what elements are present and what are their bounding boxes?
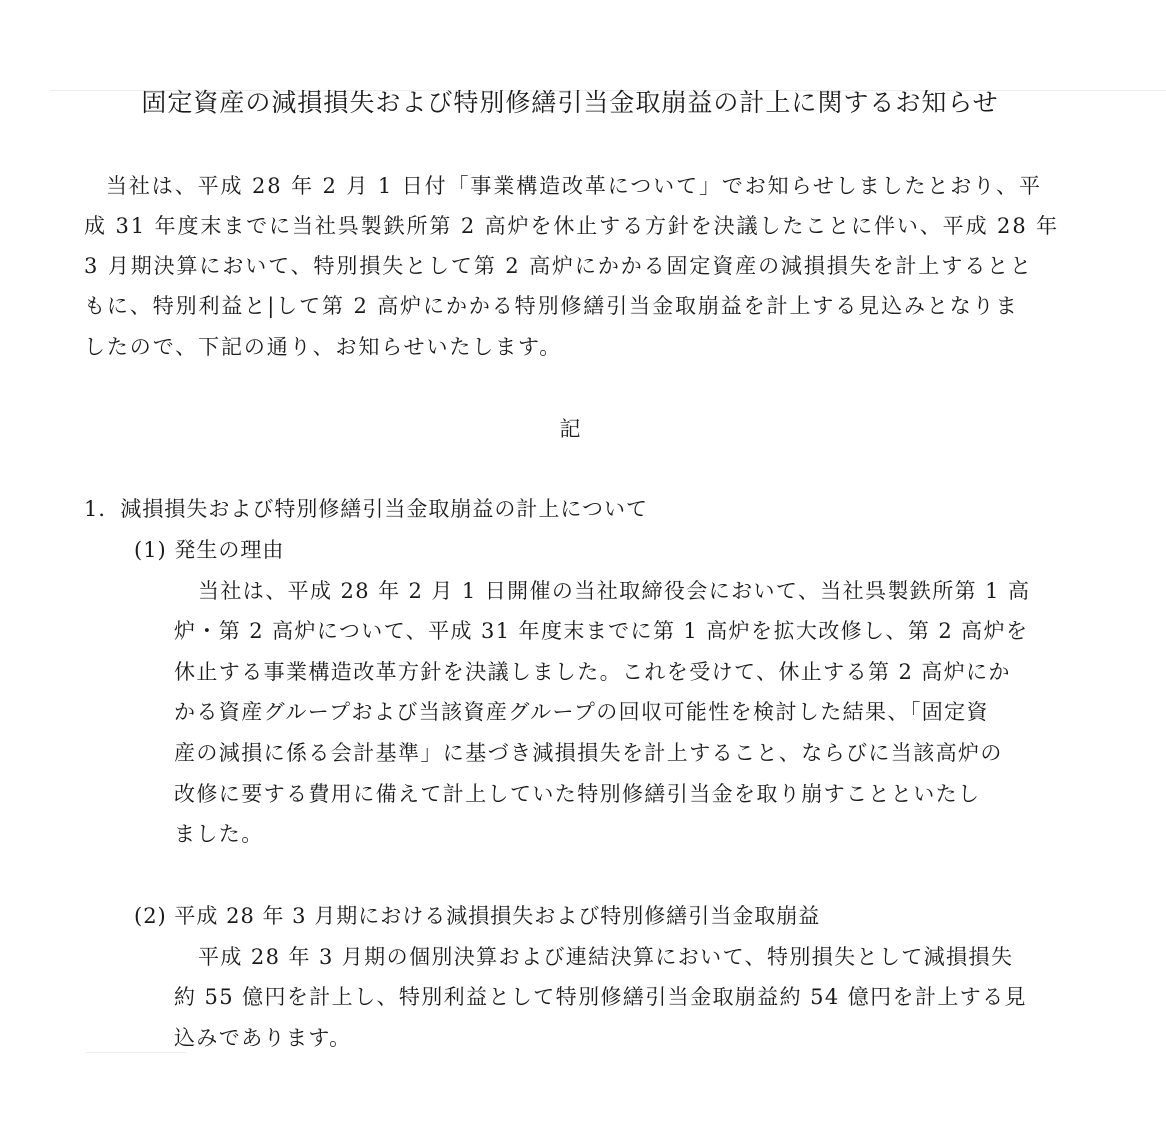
subsection-1-line: 改修に要する費用に備えて計上していた特別修繕引当金を取り崩すことといたし [174,782,981,806]
subsection-2-line: 込みであります。 [174,1026,352,1050]
subsection-1-line: ました。 [174,822,264,846]
intro-paragraph-line: 成 31 年度末までに当社呉製鉄所第 2 高炉を休止する方針を決議したことに伴い、平成 28 年 [84,214,1060,238]
subsection-2-line: 平成 28 年 3 月期の個別決算および連結決算において、特別損失として減損損失 [198,945,1014,969]
subsection-1-line: 産の減損に係る会計基準」に基づき減損損失を計上すること、ならびに当該高炉の [174,741,1003,765]
subsection-1-line: 当社は、平成 28 年 2 月 1 日開催の当社取締役会において、当社呉製鉄所第 1 高 [198,579,1031,603]
subsection-1-heading: (1) 発生の理由 [134,538,285,562]
section-1-heading: 1．減損損失および特別修繕引当金取崩益の計上について [84,497,648,521]
subsection-2-heading: (2) 平成 28 年 3 月期における減損損失および特別修繕引当金取崩益 [134,904,821,928]
subsection-1-line: 炉・第 2 高炉について、平成 31 年度末までに第 1 高炉を拡大改修し、第 2 高炉を [174,619,1029,643]
intro-paragraph-line: したので、下記の通り、お知らせいたします。 [84,335,563,359]
subsection-1-line: かる資産グループおよび当該資産グループの回収可能性を検討した結果、「固定資 [174,700,989,724]
subsection-2-line: 約 55 億円を計上し、特別利益として特別修繕引当金取崩益約 54 億円を計上する見 [174,985,1027,1009]
subsection-1-line: 休止する事業構造改革方針を決議しました。これを受けて、休止する第 2 高炉にか [174,660,1011,684]
intro-paragraph-line: 3 月期決算において、特別損失として第 2 高炉にかかる固定資産の減損損失を計上するとと [84,254,1033,278]
ki-heading: 記 [559,417,581,441]
document-title: 固定資産の減損損失および特別修繕引当金取崩益の計上に関するお知らせ [141,88,999,117]
bottom-divider [86,1052,186,1053]
intro-paragraph-line: 当社は、平成 28 年 2 月 1 日付「事業構造改革について」でお知らせしましたとおり、平 [106,174,1042,198]
intro-paragraph-line: もに、特別利益と|して第 2 高炉にかかる特別修繕引当金取崩益を計上する見込みとなりま [84,294,1019,318]
